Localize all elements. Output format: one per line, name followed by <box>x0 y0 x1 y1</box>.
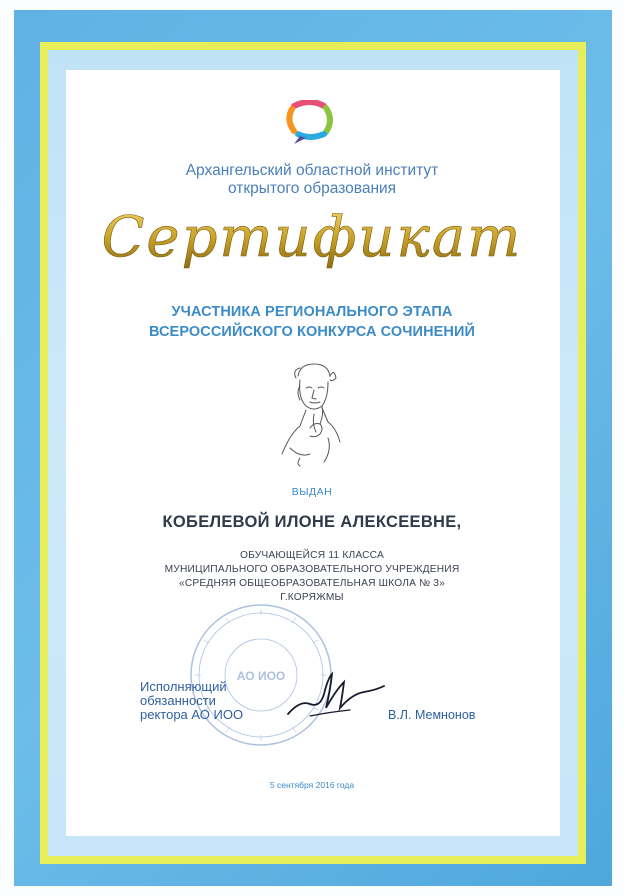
subtitle-line1: УЧАСТНИКА РЕГИОНАЛЬНОГО ЭТАПА <box>171 304 453 320</box>
signatory-role-line1: Исполняющий <box>140 679 227 694</box>
handwritten-signature <box>280 664 390 724</box>
subtitle-line2: ВСЕРОССИЙСКОГО КОНКУРСА СОЧИНЕНИЙ <box>148 324 476 340</box>
certificate-title-text: Сертификат <box>101 205 523 270</box>
issue-date: 5 сентября 2016 года <box>269 780 355 790</box>
signatory-role-line2: обязанности <box>140 693 216 708</box>
issued-label: ВЫДАН <box>291 486 333 498</box>
institute-name-line1: Архангельский областной институт <box>185 162 439 179</box>
detail-line2: МУНИЦИПАЛЬНОГО ОБРАЗОВАТЕЛЬНОГО УЧРЕЖДЕНИЯ <box>164 564 460 575</box>
signatory-name: В.Л. Мемнонов <box>388 708 476 722</box>
signatory-role-line3: ректора АО ИОО <box>140 707 244 722</box>
recipient-name: КОБЕЛЕВОЙ ИЛОНЕ АЛЕКСЕЕВНЕ, <box>162 513 462 531</box>
speech-bubble-logo-icon <box>284 100 336 146</box>
detail-line1: ОБУЧАЮЩЕЙСЯ 11 КЛАССА <box>239 550 385 561</box>
certificate-title <box>100 196 524 276</box>
detail-line4: Г.КОРЯЖМЫ <box>280 592 344 603</box>
detail-line3: «СРЕДНЯЯ ОБЩЕОБРАЗОВАТЕЛЬНАЯ ШКОЛА № 3» <box>178 578 446 589</box>
pushkin-portrait-icon <box>270 358 360 470</box>
institute-name-line2: открытого образования <box>227 180 397 197</box>
stamp-text: АО ИОО <box>236 669 286 683</box>
